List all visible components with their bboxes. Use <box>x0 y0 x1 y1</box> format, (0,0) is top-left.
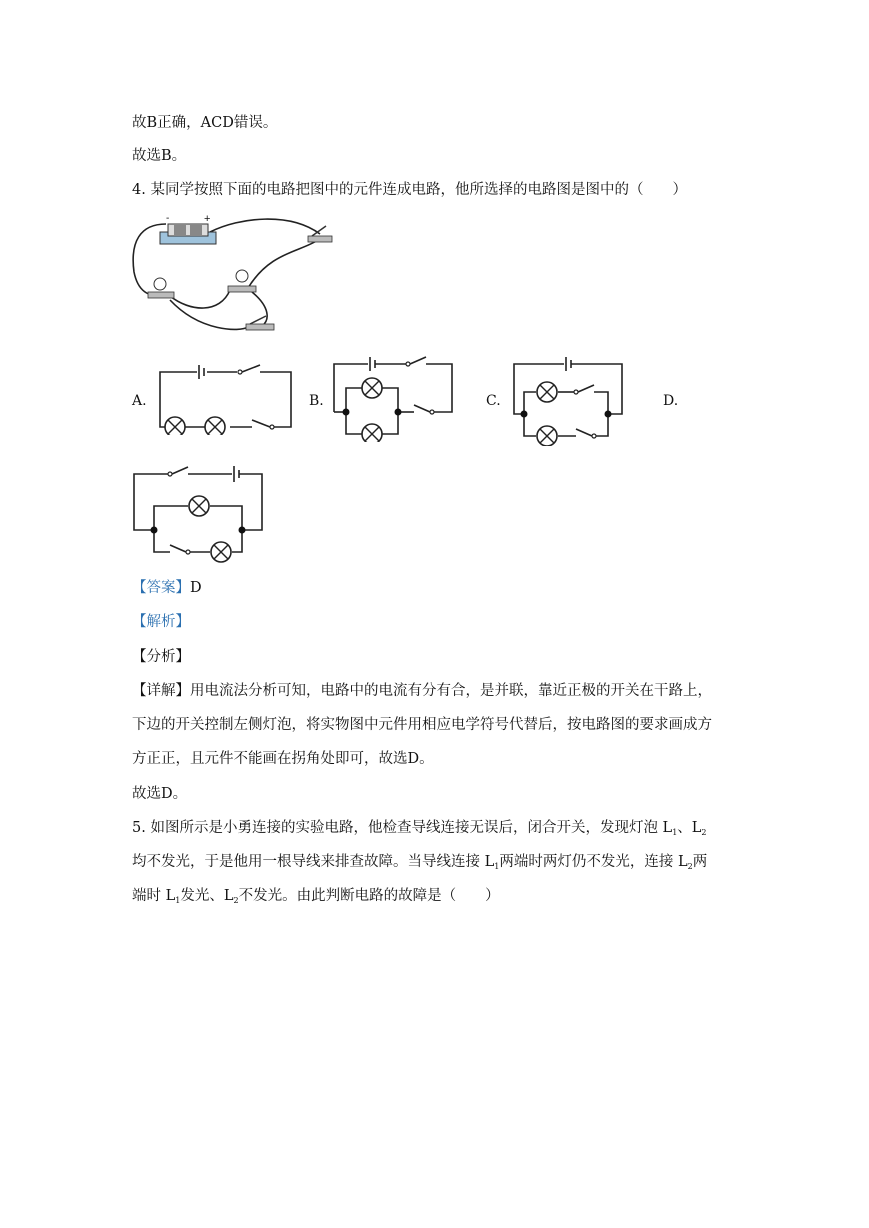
q5-text-3a: 端时 L <box>132 888 176 904</box>
q5-text-3b: 发光、L <box>180 888 234 904</box>
battery-minus-label: - <box>166 213 170 224</box>
lamp-icon <box>537 382 557 402</box>
q5-sub-5: 1 <box>175 896 181 905</box>
q5-sub-3: 1 <box>494 862 500 871</box>
q5-sub-2: 2 <box>701 828 707 837</box>
detail-tag: 【详解】 <box>132 683 190 699</box>
lamp-icon <box>362 424 382 442</box>
q5-text-3c: 不发光。由此判断电路的故障是（ ） <box>238 888 500 904</box>
q5-line-3 <box>132 887 500 910</box>
detail-line-1 <box>132 682 712 700</box>
battery-plus-label: + <box>204 213 211 225</box>
lamp-icon <box>205 417 225 435</box>
answer-tag: 【答案】 <box>132 580 190 596</box>
q5-text-2b: 两端时两灯仍不发光，连接 L <box>499 854 688 870</box>
option-b-circuit <box>328 350 458 442</box>
option-a-label: A. <box>132 393 147 409</box>
option-d-label: D. <box>663 393 679 409</box>
answer-line <box>132 579 202 597</box>
option-a-circuit <box>152 360 297 435</box>
prev-line-2: 故选B。 <box>132 148 187 164</box>
q5-sep: 、L <box>677 820 702 836</box>
q5-sub-4: 2 <box>687 862 693 871</box>
q5-text-2a: 均不发光，于是他用一根导线来排查故障。当导线连接 L <box>132 854 495 870</box>
q5-text-1: 5. 如图所示是小勇连接的实验电路，他检查导线连接无误后，闭合开关，发现灯泡 L <box>132 820 673 836</box>
lamp-icon <box>211 542 231 562</box>
lamp-icon <box>189 496 209 516</box>
answer-value: D <box>190 580 202 596</box>
option-b-label: B. <box>309 393 324 409</box>
q5-sub-1: 1 <box>672 828 678 837</box>
physical-circuit-figure <box>130 212 335 338</box>
lamp-icon <box>537 426 557 446</box>
detail-line-2: 下边的开关控制左侧灯泡，将实物图中元件用相应电学符号代替后，按电路图的要求画成方 <box>132 717 712 733</box>
q5-text-2c: 两 <box>692 854 708 870</box>
q4-stem: 4. 某同学按照下面的电路把图中的元件连成电路，他所选择的电路图是图中的（ ） <box>132 182 687 198</box>
fenxi-tag: 【分析】 <box>132 649 190 665</box>
detail-text-1: 用电流法分析可知，电路中的电流有分有合，是并联，靠近正极的开关在干路上， <box>190 683 712 699</box>
detail-line-3: 方正正，且元件不能画在拐角处即可，故选D。 <box>132 751 434 767</box>
prev-line-1: 故B正确，ACD错误。 <box>132 115 278 131</box>
option-c-circuit <box>506 350 631 446</box>
analysis-tag: 【解析】 <box>132 614 190 630</box>
option-d-circuit <box>128 460 268 564</box>
q5-line-1 <box>132 819 707 842</box>
lamp-icon <box>165 417 185 435</box>
q5-sub-6: 2 <box>233 896 239 905</box>
option-c-label: C. <box>486 393 501 409</box>
lamp-icon <box>362 378 382 398</box>
q5-line-2 <box>132 853 707 876</box>
conclusion: 故选D。 <box>132 786 188 802</box>
